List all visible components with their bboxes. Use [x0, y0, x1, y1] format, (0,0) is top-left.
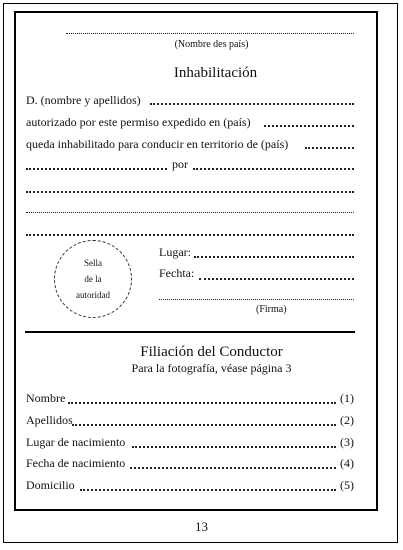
field-nombre-line[interactable] [68, 402, 336, 404]
authority-seal [54, 240, 132, 318]
filiacion-title: Filiación del Conductor [140, 344, 283, 360]
field-lugar-nacimiento-label: Lugar de nacimiento [26, 435, 126, 449]
fecha-label: Fechta: [159, 266, 195, 280]
duration-line-right[interactable] [193, 168, 354, 170]
por-label: por [172, 157, 188, 171]
field-lugar-nacimiento-line[interactable] [132, 446, 336, 448]
photo-note: Para la fotografía, véase página 3 [131, 361, 292, 375]
firma-caption: (Firma) [256, 304, 287, 315]
field-nombre-label: Nombre [26, 391, 66, 405]
inhabilitacion-title: Inhabilitación [173, 65, 258, 81]
name-surname-label: D. (nombre y apellidos) [26, 93, 141, 107]
page-number: 13 [195, 519, 208, 534]
lugar-label: Lugar: [159, 245, 191, 259]
field-nombre-number: (1) [340, 391, 354, 405]
country-name-line [66, 33, 354, 34]
field-fecha-nacimiento-line[interactable] [130, 467, 336, 469]
field-fecha-nacimiento-number: (4) [340, 456, 354, 470]
field-domicilio-number: (5) [340, 478, 354, 492]
disqualified-territory-label: queda inhabilitado para conducir en territorio de (país) [26, 137, 289, 151]
issued-in-country-line[interactable] [264, 125, 354, 127]
field-domicilio-label: Domicilio [26, 478, 75, 492]
duration-line-left[interactable] [26, 168, 167, 170]
field-apellidos-number: (2) [340, 413, 354, 427]
disqualified-territory-line[interactable] [305, 147, 354, 149]
field-apellidos-line[interactable] [72, 424, 336, 426]
field-domicilio-line[interactable] [80, 489, 336, 491]
seal-line-3: autoridad [76, 290, 110, 300]
seal-line-1: Sella [84, 258, 102, 268]
signature-line[interactable] [159, 299, 354, 300]
section-divider [25, 331, 355, 333]
field-apellidos-label: Apellidos [26, 413, 73, 427]
field-lugar-nacimiento-number: (3) [340, 435, 354, 449]
name-surname-line[interactable] [150, 103, 354, 105]
fecha-line[interactable] [199, 278, 354, 280]
blank-line-3[interactable] [26, 234, 354, 236]
blank-line-2[interactable] [26, 212, 354, 213]
seal-line-2: de la [84, 274, 102, 284]
country-name-caption: (Nombre des país) [174, 39, 249, 50]
blank-line-1[interactable] [26, 191, 354, 193]
lugar-line[interactable] [194, 256, 354, 258]
field-fecha-nacimiento-label: Fecha de nacimiento [26, 456, 126, 470]
issued-in-country-label: autorizado por este permiso expedido en (país) [26, 115, 251, 129]
